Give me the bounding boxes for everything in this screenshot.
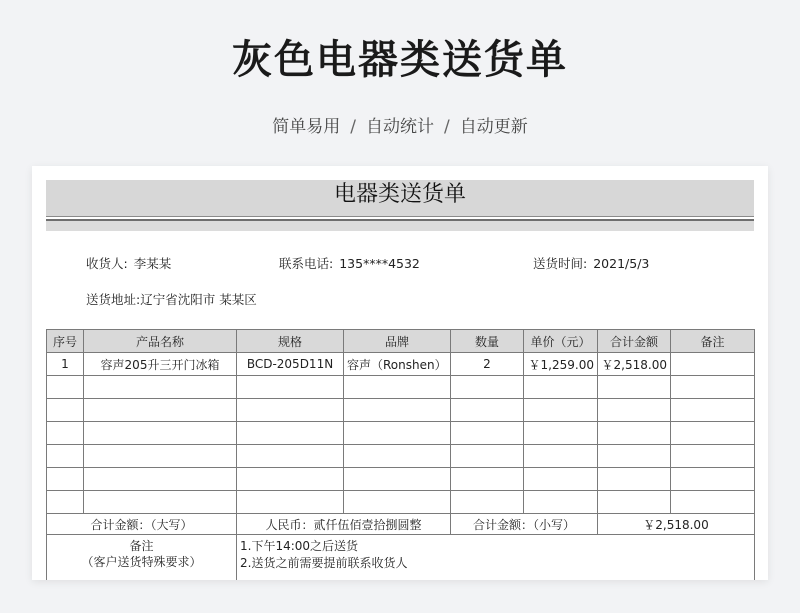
- note-line-2: 2.送货之前需要提前联系收货人: [240, 556, 408, 570]
- address-field: [86, 290, 257, 308]
- table-row: [47, 353, 755, 376]
- phone-field: [279, 254, 420, 272]
- cell-unit-price: [524, 468, 598, 491]
- cell-spec: [237, 445, 344, 468]
- column-header: 规格: [237, 330, 344, 353]
- cell-index: [47, 399, 84, 422]
- address-value: 辽宁省沈阳市 某某区: [140, 292, 257, 307]
- tagline-item-easy: 简单易用: [272, 117, 341, 137]
- column-header: 单价（元）: [524, 330, 598, 353]
- note-label-cell: [47, 535, 237, 581]
- total-row: [47, 514, 755, 535]
- table-row: [47, 445, 755, 468]
- receiver-label: 收货人:: [86, 256, 128, 271]
- page-title: 灰色电器类送货单: [232, 37, 568, 83]
- rmb-upper-amount: [237, 514, 451, 535]
- cell-brand: [344, 445, 451, 468]
- tagline: [0, 112, 800, 137]
- column-header: 产品名称: [84, 330, 237, 353]
- cell-quantity: [451, 399, 524, 422]
- phone-label: 联系电话:: [279, 256, 334, 271]
- document-title: 电器类送货单: [333, 182, 466, 207]
- table-header-row: [47, 330, 755, 353]
- cell-remark: [671, 468, 755, 491]
- cell-quantity: [451, 422, 524, 445]
- table-row: [47, 468, 755, 491]
- cell-unit-price: [524, 445, 598, 468]
- cell-total: [598, 468, 671, 491]
- cell-total: [598, 422, 671, 445]
- table-row: [47, 399, 755, 422]
- cell-total: [598, 491, 671, 514]
- cell-unit-price: [524, 376, 598, 399]
- tagline-separator: /: [350, 117, 356, 137]
- table-row: [47, 491, 755, 514]
- note-sublabel: （客户送货特殊要求）: [81, 555, 202, 569]
- cell-product-name: [84, 445, 237, 468]
- cell-spec: [237, 468, 344, 491]
- cell-brand: [344, 399, 451, 422]
- cell-brand: [344, 491, 451, 514]
- column-header: 备注: [671, 330, 755, 353]
- cell-spec: [237, 376, 344, 399]
- column-header: 数量: [451, 330, 524, 353]
- cell-product-name: [84, 399, 237, 422]
- total-upper-label: 合计金额：（大写）: [47, 514, 237, 535]
- cell-total: [598, 445, 671, 468]
- column-header: 合计金额: [598, 330, 671, 353]
- cell-index: [47, 491, 84, 514]
- cell-brand: [344, 376, 451, 399]
- cell-spec: BCD-205D11N: [237, 353, 344, 376]
- cell-spec: [237, 399, 344, 422]
- receiver-value: 李某某: [133, 256, 172, 271]
- rmb-upper-value: 贰仟伍佰壹拾捌圆整: [313, 517, 422, 532]
- cell-remark: [671, 422, 755, 445]
- items-table: [46, 329, 755, 580]
- cell-quantity: [451, 468, 524, 491]
- cell-remark: [671, 353, 755, 376]
- cell-quantity: [451, 445, 524, 468]
- cell-unit-price: [524, 422, 598, 445]
- note-row: [47, 535, 755, 581]
- cell-remark: [671, 399, 755, 422]
- tagline-separator: /: [444, 117, 450, 137]
- cell-unit-price: [524, 491, 598, 514]
- table-row: [47, 376, 755, 399]
- total-lower-label: 合计金额：（小写）: [451, 514, 598, 535]
- title-divider: [46, 216, 754, 217]
- table-row: [47, 422, 755, 445]
- title-subband: [46, 221, 754, 231]
- cell-product-name: [84, 376, 237, 399]
- cell-unit-price: [524, 399, 598, 422]
- cell-total: [598, 376, 671, 399]
- address-label: 送货地址:: [86, 292, 141, 307]
- cell-product-name: [84, 491, 237, 514]
- column-header: 品牌: [344, 330, 451, 353]
- cell-total: [598, 399, 671, 422]
- note-line-1: 1.下午14:00之后送货: [240, 539, 359, 553]
- cell-product-name: [84, 468, 237, 491]
- cell-remark: [671, 445, 755, 468]
- cell-index: [47, 468, 84, 491]
- cell-index: [47, 422, 84, 445]
- delivery-date-field: [533, 254, 649, 272]
- delivery-date-value: 2021/5/3: [593, 256, 650, 271]
- document-card: [32, 166, 768, 580]
- cell-quantity: [451, 491, 524, 514]
- cell-remark: [671, 376, 755, 399]
- cell-index: [47, 376, 84, 399]
- cell-index: [47, 445, 84, 468]
- phone-value: 135****4532: [339, 256, 420, 271]
- cell-product-name: 容声205升三开门冰箱: [84, 353, 237, 376]
- note-content: [237, 535, 755, 581]
- cell-brand: [344, 422, 451, 445]
- cell-product-name: [84, 422, 237, 445]
- note-label: 备注: [129, 539, 154, 553]
- delivery-note-sheet: [46, 180, 754, 580]
- cell-brand: 容声（Ronshen）: [344, 353, 451, 376]
- cell-spec: [237, 491, 344, 514]
- delivery-date-label: 送货时间:: [533, 256, 588, 271]
- cell-remark: [671, 491, 755, 514]
- cell-index: 1: [47, 353, 84, 376]
- cell-unit-price: ￥1,259.00: [524, 353, 598, 376]
- rmb-label: 人民币：: [265, 517, 314, 532]
- cell-quantity: [451, 376, 524, 399]
- tagline-item-auto-update: 自动更新: [459, 117, 528, 137]
- receiver-field: [86, 254, 171, 272]
- total-lower-value: ￥2,518.00: [598, 514, 755, 535]
- column-header: 序号: [47, 330, 84, 353]
- cell-brand: [344, 468, 451, 491]
- cell-total: ￥2,518.00: [598, 353, 671, 376]
- cell-spec: [237, 422, 344, 445]
- cell-quantity: 2: [451, 353, 524, 376]
- tagline-item-auto-stats: 自动统计: [366, 117, 434, 137]
